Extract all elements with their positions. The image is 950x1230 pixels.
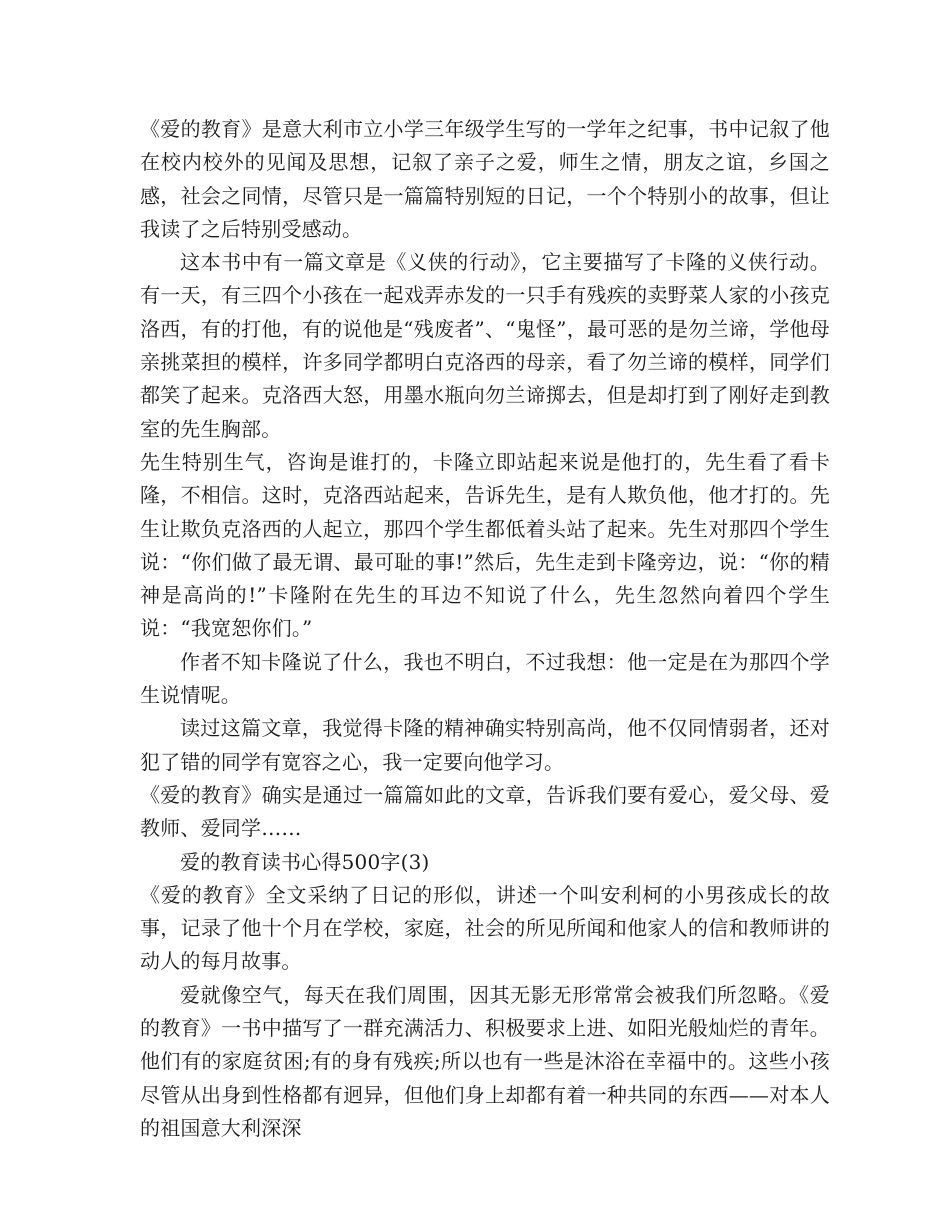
paragraph-diary-form: 《爱的教育》全文采纳了日记的形似，讲述一个叫安利柯的小男孩成长的故事，记录了他十个月在学校，家庭，社会的所见所闻和他家人的信和教师讲的动人的每月故事。 [140, 882, 830, 974]
document-body [140, 113, 830, 1145]
paragraph-author-wonder: 作者不知卡隆说了什么，我也不明白，不过我想：他一定是在为那四个学生说情呢。 [140, 649, 830, 708]
section-heading: 爱的教育读书心得500字(3) [180, 849, 430, 874]
paragraph-intro: 《爱的教育》是意大利市立小学三年级学生写的一学年之纪事，书中记叙了他在校内校外的见闻及思想，记叙了亲子之爱，师生之情，朋友之谊，乡国之感，社会之同情，尽管只是一篇篇特别短的日记，一个个特别小的故事，但让我读了之后特别受感动。 [140, 117, 830, 241]
paragraph-love-air: 爱就像空气，每天在我们周围，因其无影无形常常会被我们所忽略。《爱的教育》一书中描写了一群充满活力、积极要求上进、如阳光般灿烂的青年。他们有的家庭贫困;有的身有残疾;所以也有一些是沐浴在幸福中的。这些小孩尽管从出身到性格都有迥异，但他们身上却都有着一种共同的东西——对本人的祖国意大利深深 [140, 982, 830, 1140]
paragraph-reflection: 读过这篇文章，我觉得卡隆的精神确实特别高尚，他不仅同情弱者，还对犯了错的同学有宽容之心，我一定要向他学习。 [140, 716, 830, 774]
paragraph-teacher: 先生特别生气，咨询是谁打的，卡隆立即站起来说是他打的，先生看了看卡隆，不相信。这时，克洛西站起来，告诉先生，是有人欺负他，他才打的。先生让欺负克洛西的人起立，那四个学生都低着头站了起来。先生对那四个学生说：“你们做了最无谓、最可耻的事!”然后，先生走到卡隆旁边，说：“你的精神是高尚的!”卡隆附在先生的耳边不知说了什么，先生忽然向着四个学生说：“我宽恕你们。” [140, 449, 830, 641]
paragraph-conclusion: 《爱的教育》确实是通过一篇篇如此的文章，告诉我们要有爱心，爱父母、爱教师、爱同学…… [140, 782, 830, 841]
paragraph-righteous-act: 这本书中有一篇文章是《义侠的行动》，它主要描写了卡隆的义侠行动。有一天，有三四个小孩在一起戏弄赤发的一只手有残疾的卖野菜人家的小孩克洛西，有的打他，有的说他是“残废者”、“鬼怪”，最可恶的是勿兰谛，学他母亲挑菜担的模样，许多同学都明白克洛西的母亲，看了勿兰谛的模样，同学们都笑了起来。克洛西大怒，用墨水瓶向勿兰谛掷去，但是却打到了刚好走到教室的先生胸部。 [140, 250, 830, 441]
